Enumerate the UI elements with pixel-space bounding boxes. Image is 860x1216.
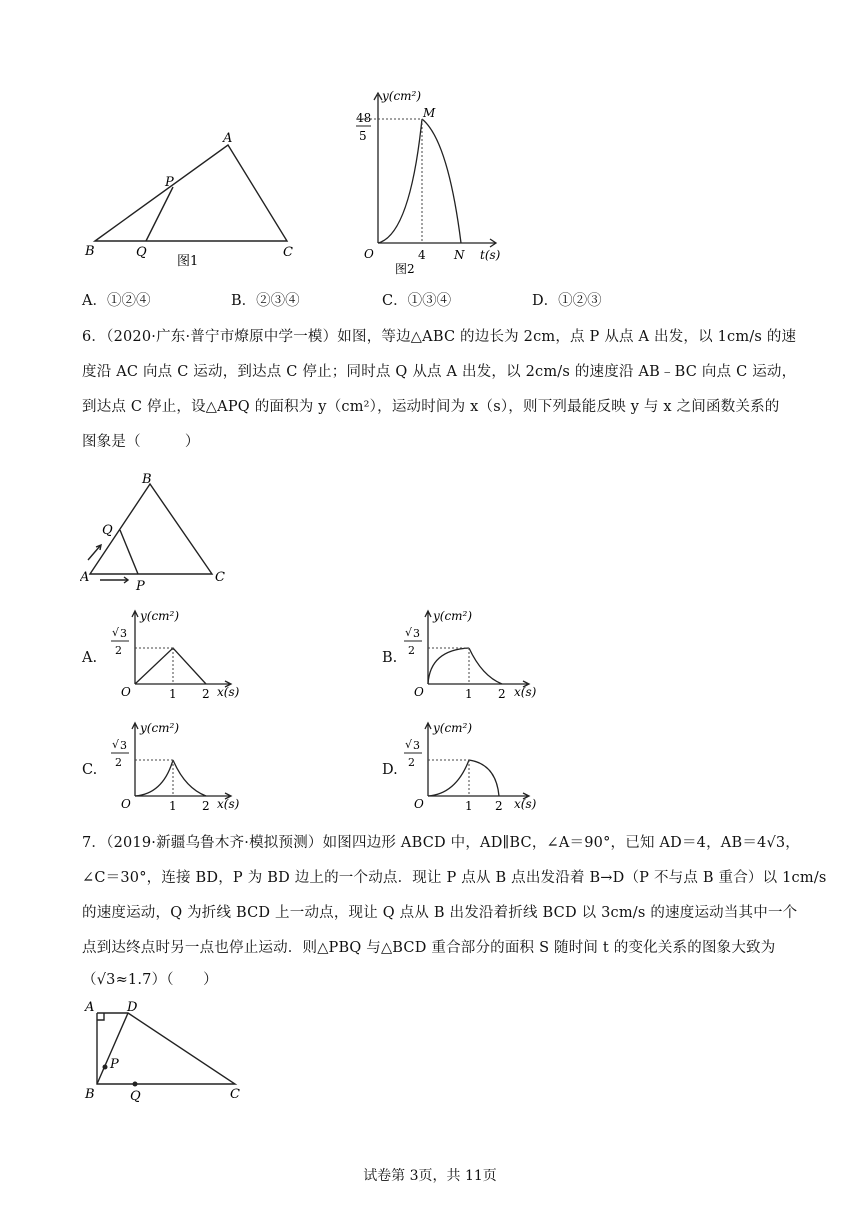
origin-O: O [121,685,131,699]
svg-text:√: √ [112,738,120,751]
label-N: N [454,248,465,262]
t-axis-label: t(s) [480,248,501,262]
root-3: 3 [120,627,127,640]
q5-option-b[interactable]: B．②③④ [231,293,300,309]
frac-num: 48 [356,111,372,125]
den-2: 2 [408,756,415,769]
tick-1: 1 [465,799,473,813]
tick-4: 4 [418,248,426,262]
label-D: D [127,1000,138,1015]
q7-quadrilateral-figure [80,996,255,1106]
q6-line-2: 度沿 AC 向点 C 运动，到达点 C 停止；同时点 Q 从点 A 出发，以 2cm/s 的速度沿 AB﹣BC 向点 C 运动， [82,364,797,380]
den-2: 2 [115,644,122,657]
fig1-caption: 图1 [177,254,199,269]
root-3: 3 [120,739,127,752]
tick-2: 2 [202,687,210,701]
q6-option-c-label[interactable]: C. [82,762,98,778]
tick-1: 1 [169,799,177,813]
label-P: P [136,579,145,594]
label-Q: Q [130,1089,141,1104]
label-A: A [80,570,90,585]
q6-option-c-graph[interactable] [105,718,250,813]
tick-2: 2 [498,687,506,701]
label-P: P [165,175,174,190]
tick-1: 1 [169,687,177,701]
q6-option-b-label[interactable]: B. [382,650,398,666]
label-B: B [85,244,95,259]
root-3: 3 [413,739,420,752]
fig2-caption: 图2 [395,262,415,276]
label-Q: Q [102,523,113,538]
label-C: C [230,1087,240,1102]
q6-option-a-graph[interactable] [105,606,250,701]
den-2: 2 [408,644,415,657]
q6-option-b-graph[interactable] [398,606,548,701]
origin-O: O [414,797,424,811]
label-C: C [215,570,225,585]
label-A: A [85,1000,95,1015]
svg-text:√: √ [405,738,413,751]
label-A: A [223,131,233,146]
x-axis-label: x(s) [514,797,537,811]
label-B: B [85,1087,95,1102]
y-axis-label: y(cm²) [140,721,180,735]
label-M: M [423,106,436,120]
label-P: P [110,1057,119,1072]
q5-figure-2 [340,85,515,280]
q6-option-d-label[interactable]: D. [382,762,398,778]
label-C: C [283,245,293,260]
label-B: B [142,472,152,487]
q7-line-1: 7．（2019·新疆乌鲁木齐·模拟预测）如图四边形 ABCD 中，AD∥BC，∠A＝90°，已知 AD＝4，AB＝4√3， [82,835,801,851]
den-2: 2 [115,756,122,769]
origin-O: O [121,797,131,811]
q6-line-3: 到达点 C 停止，设△APQ 的面积为 y（cm²），运动时间为 x（s），则下列最能反映 y 与 x 之间函数关系的 [82,399,780,415]
q5-option-c[interactable]: C．①③④ [382,293,452,309]
q6-line-1: 6．（2020·广东·普宁市燎原中学一模）如图，等边△ABC 的边长为 2cm，点 P 从点 A 出发，以 1cm/s 的速 [82,329,797,345]
q5-option-d[interactable]: D．①②③ [532,293,602,309]
q6-line-4: 图象是（ ） [82,434,200,450]
tick-1: 1 [465,687,473,701]
q7-line-4: 点到达终点时另一点也停止运动．则△PBQ 与△BCD 重合部分的面积 S 随时间 t 的变化关系的图象大致为 [82,940,776,956]
page-footer: 试卷第 3页，共 11页 [363,1168,497,1184]
root-3: 3 [413,627,420,640]
y-axis-label: y(cm²) [140,609,180,623]
svg-text:√: √ [112,626,120,639]
label-Q: Q [136,245,147,260]
svg-text:√: √ [405,626,413,639]
label-O: O [364,247,374,261]
x-axis-label: x(s) [217,797,240,811]
q6-option-d-graph[interactable] [398,718,548,813]
q5-figure-1 [80,125,310,270]
q7-line-2: ∠C＝30°，连接 BD，P 为 BD 边上的一个动点．现让 P 点从 B 点出发沿着 B→D（P 不与点 B 重合）以 1cm/s [82,870,827,886]
x-axis-label: x(s) [217,685,240,699]
y-axis-label: y(cm²) [433,609,473,623]
tick-2: 2 [495,799,503,813]
y-axis-label: y(cm²) [433,721,473,735]
frac-den: 5 [359,129,367,143]
q7-line-5: （√3≈1.7）（ ） [82,972,218,988]
q5-option-a[interactable]: A．①②④ [82,293,151,309]
tick-2: 2 [202,799,210,813]
origin-O: O [414,685,424,699]
y-axis-label: y(cm²) [382,89,422,103]
q6-triangle-figure [80,470,240,595]
q6-option-a-label[interactable]: A. [82,650,98,666]
q7-line-3: 的速度运动，Q 为折线 BCD 上一动点，现让 Q 点从 B 出发沿着折线 BCD 以 3cm/s 的速度运动当其中一个 [82,905,798,921]
x-axis-label: x(s) [514,685,537,699]
